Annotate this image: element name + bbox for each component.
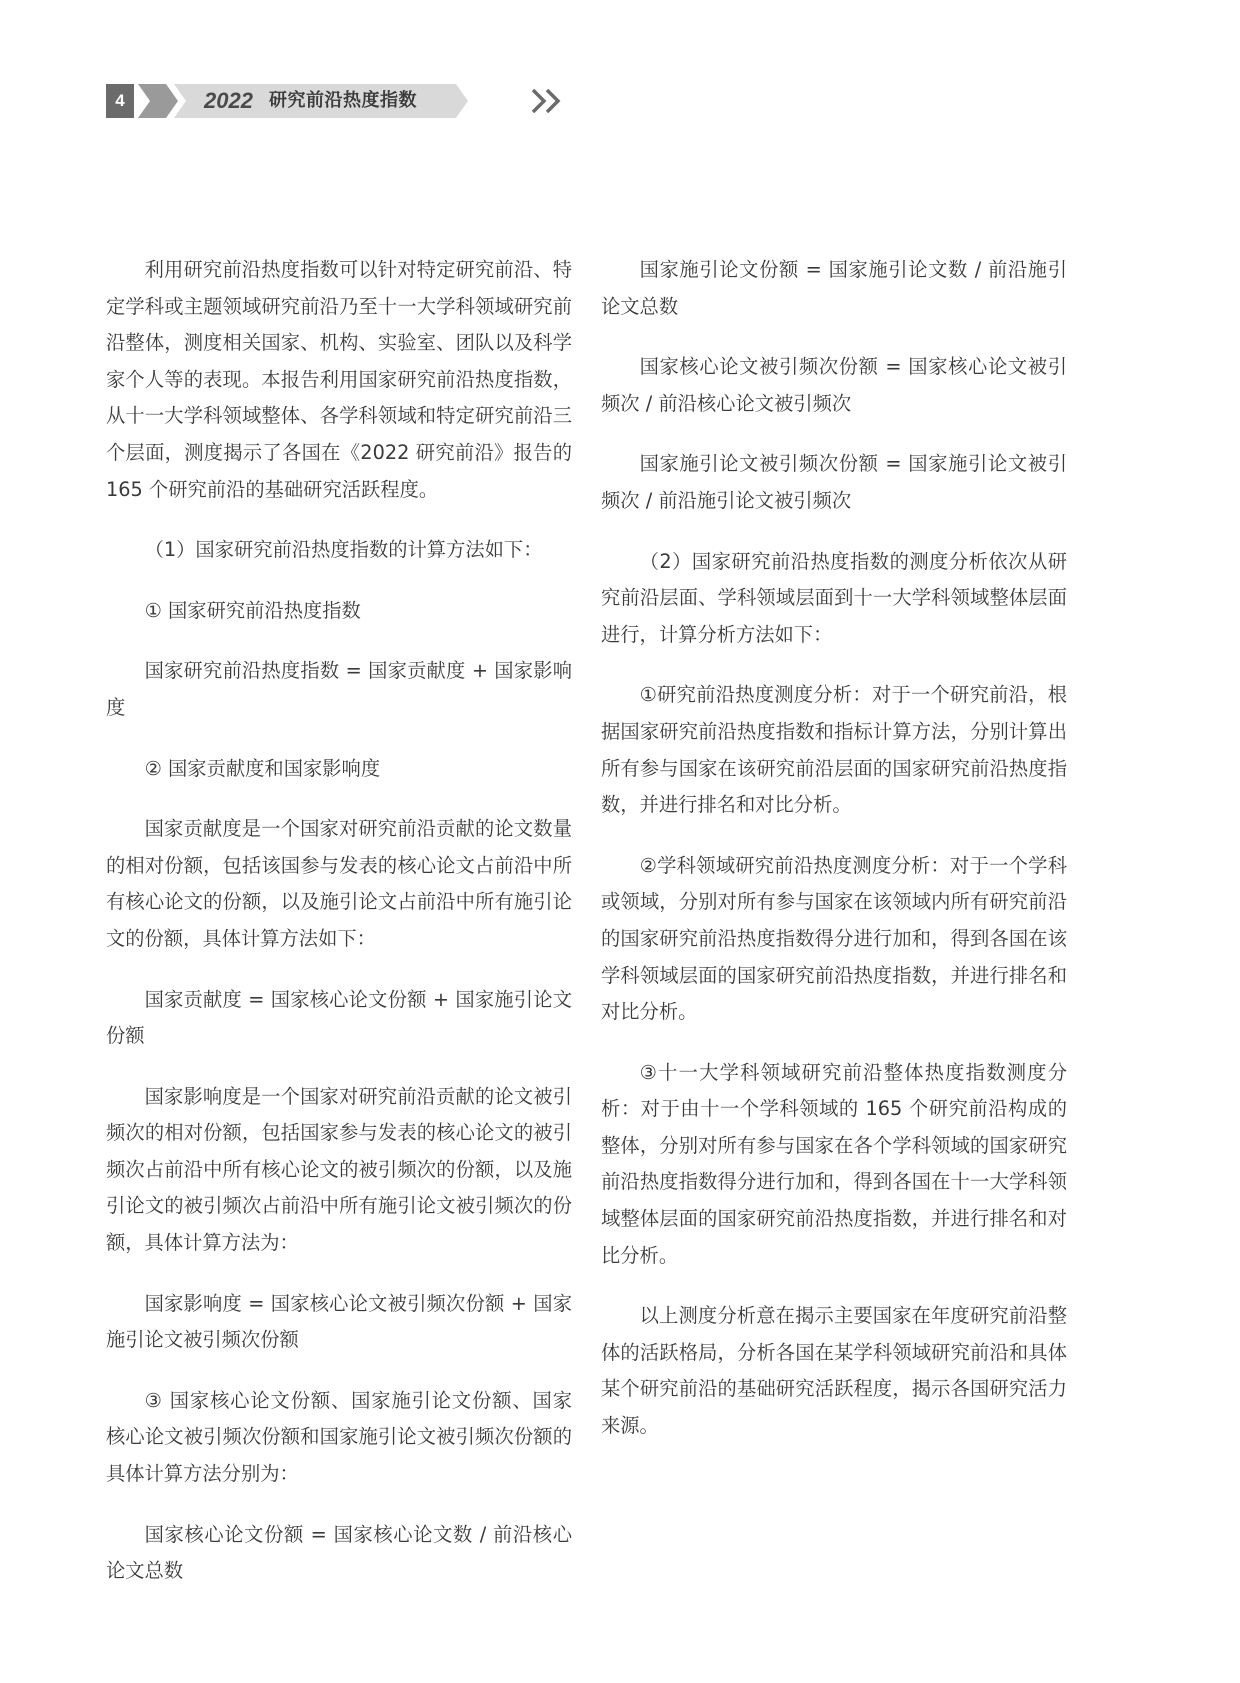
header-arrow-mark xyxy=(138,84,178,118)
formula-core-share: 国家核心论文份额 = 国家核心论文数 / 前沿核心论文总数 xyxy=(106,1522,572,1583)
contribution-paragraph: 国家贡献度是一个国家对研究前沿贡献的论文数量的相对份额，包括该国参与发表的核心论文占前沿中所有核心论文的份额，以及施引论文占前沿中所有施引论文的份额，具体计算方法如下： xyxy=(106,817,572,950)
method-heading-1: （1）国家研究前沿热度指数的计算方法如下： xyxy=(144,538,543,562)
header-band xyxy=(138,84,488,118)
subheading-contribution-influence: ② 国家贡献度和国家影响度 xyxy=(144,756,381,780)
method-heading-2: （2）国家研究前沿热度指数的测度分析依次从研究前沿层面、学科领域层面到十一大学科领域整体层面进行，计算分析方法如下： xyxy=(601,549,1067,646)
right-text-column xyxy=(601,252,1067,1469)
summary-paragraph: 以上测度分析意在揭示主要国家在年度研究前沿整体的活跃格局，分析各国在某学科领域研究前沿和具体某个研究前沿的基础研究活跃程度，揭示各国研究活力来源。 xyxy=(601,1304,1067,1438)
intro-paragraph: 利用研究前沿热度指数可以针对特定研究前沿、特定学科或主题领域研究前沿乃至十一大学科领域研究前沿整体，测度相关国家、机构、实验室、团队以及科学家个人等的表现。本报告利用国家研究前沿热度指数，从十一大学科领域整体、各学科领域和特定研究前沿三个层面，测度揭示了各国在《2022 研究前沿》报告的 165 个研究前沿的基础研究活跃程度。 xyxy=(106,258,572,501)
header-year: 2022 xyxy=(204,88,253,113)
formula-citing-share: 国家施引论文份额 = 国家施引论文数 / 前沿施引论文总数 xyxy=(601,258,1067,318)
subheading-heat-index: ① 国家研究前沿热度指数 xyxy=(144,598,361,622)
influence-paragraph: 国家影响度是一个国家对研究前沿贡献的论文被引频次的相对份额，包括国家参与发表的核心论文的被引频次占前沿中所有核心论文的被引频次的份额，以及施引论文的被引频次占前沿中所有施引论文被引频次的份额，具体计算方法为： xyxy=(106,1084,572,1255)
subheading-shares: ③ 国家核心论文份额、国家施引论文份额、国家核心论文被引频次份额和国家施引论文被引频次份额的具体计算方法分别为： xyxy=(106,1388,572,1486)
formula-influence: 国家影响度 = 国家核心论文被引频次份额 + 国家施引论文被引频次份额 xyxy=(106,1291,572,1352)
running-header xyxy=(106,84,476,118)
formula-heat-index: 国家研究前沿热度指数 = 国家贡献度 + 国家影响度 xyxy=(106,659,572,719)
analysis-overall-level: ③十一大学科领域研究前沿整体热度指数测度分析：对于由十一个学科领域的 165 个研究前沿构成的整体，分别对所有参与国家在各个学科领域的国家研究前沿热度指数得分进行加和，得到各国在十一大学科领域整体层面的国家研究前沿热度指数，并进行排名和对比分析。 xyxy=(601,1060,1067,1267)
analysis-front-level: ①研究前沿热度测度分析：对于一个研究前沿，根据国家研究前沿热度指数和指标计算方法，分别计算出所有参与国家在该研究前沿层面的国家研究前沿热度指数，并进行排名和对比分析。 xyxy=(601,683,1067,817)
page-number: 4 xyxy=(106,84,134,118)
formula-core-citation-share: 国家核心论文被引频次份额 = 国家核心论文被引频次 / 前沿核心论文被引频次 xyxy=(601,355,1067,415)
formula-contribution: 国家贡献度 = 国家核心论文份额 + 国家施引论文份额 xyxy=(106,987,572,1048)
formula-citing-citation-share: 国家施引论文被引频次份额 = 国家施引论文被引频次 / 前沿施引论文被引频次 xyxy=(601,452,1067,512)
left-text-column xyxy=(106,252,572,1614)
double-chevron-right-icon xyxy=(531,88,571,114)
analysis-field-level: ②学科领域研究前沿热度测度分析：对于一个学科或领域，分别对所有参与国家在该领域内所有研究前沿的国家研究前沿热度指数得分进行加和，得到各国在该学科领域层面的国家研究前沿热度指数，并进行排名和对比分析。 xyxy=(601,853,1067,1024)
header-title: 研究前沿热度指数 xyxy=(269,90,417,111)
